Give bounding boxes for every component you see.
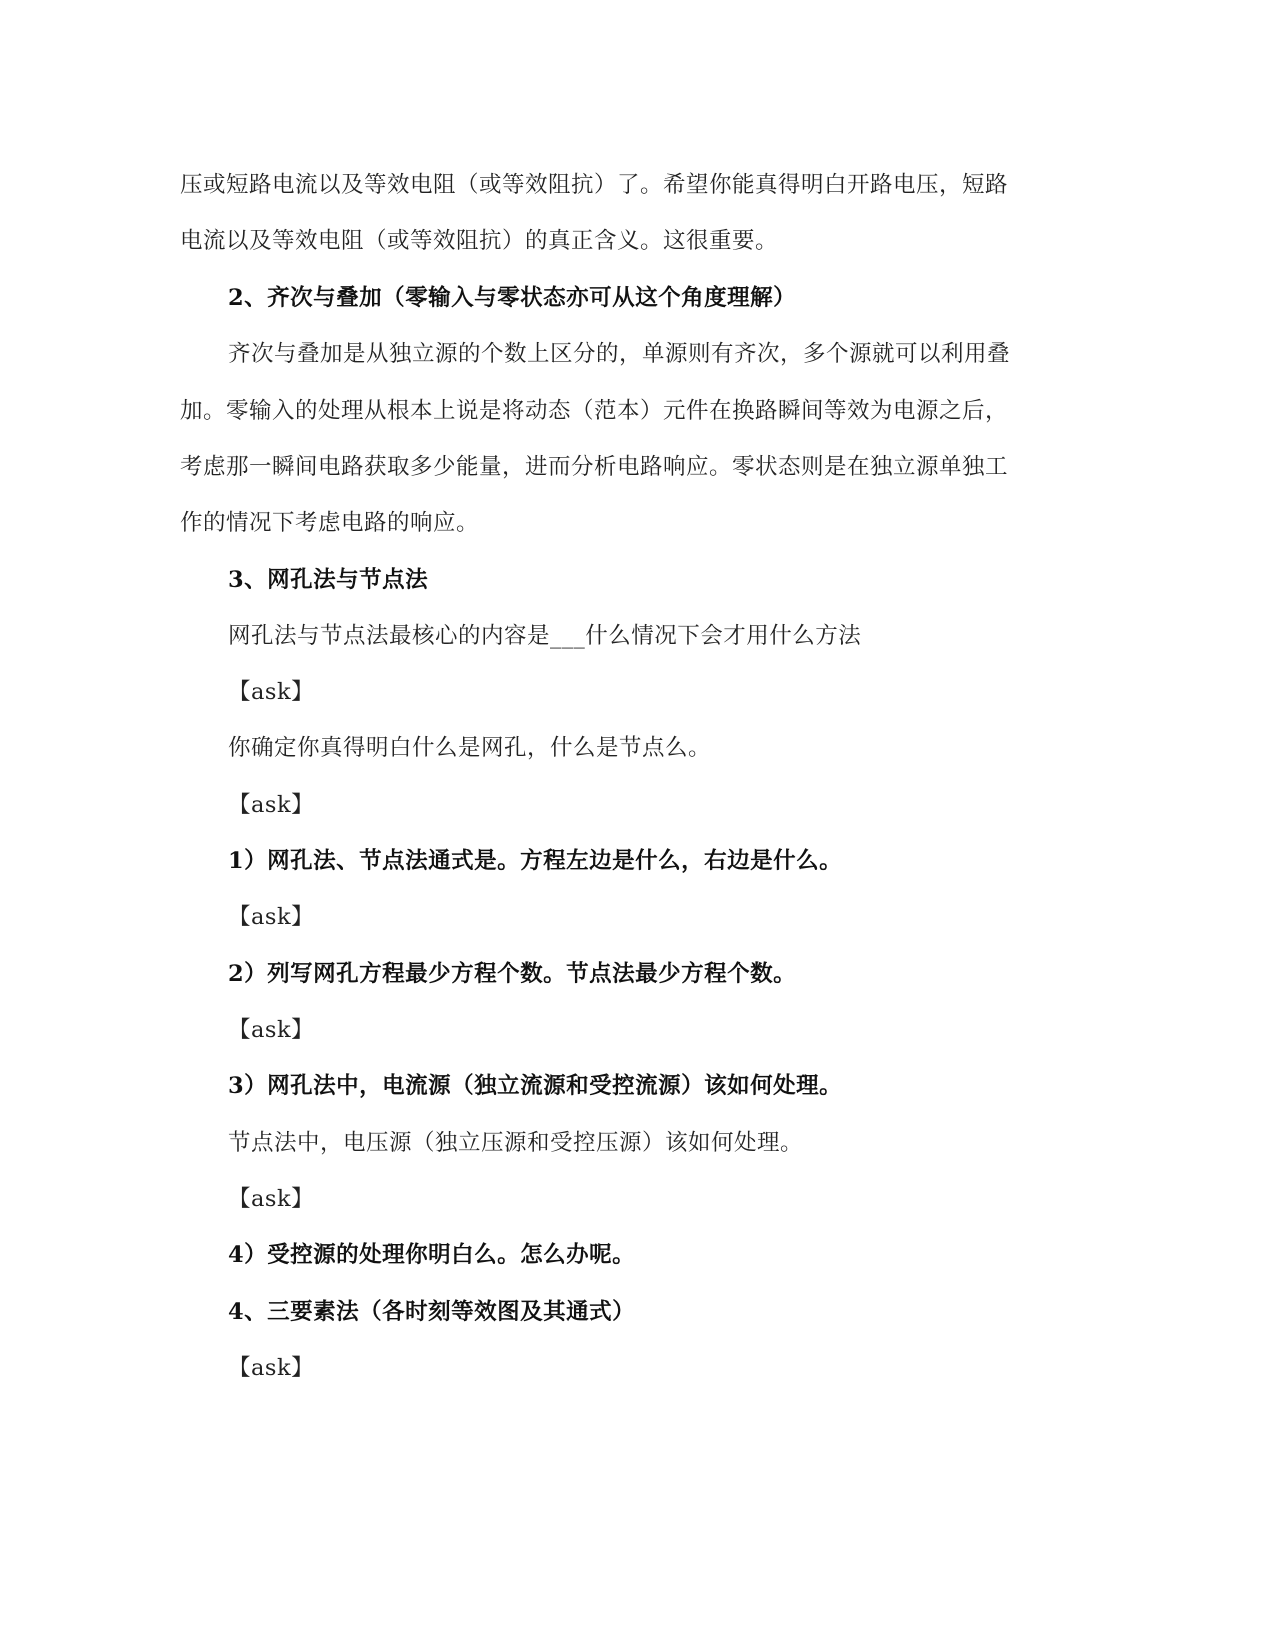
ask-marker: 【ask】 — [228, 904, 315, 930]
question-4: 4）受控源的处理你明白么。怎么办呢。 — [228, 1242, 636, 1268]
question-2: 2）列写网孔方程最少方程个数。节点法最少方程个数。 — [228, 961, 797, 987]
ask-marker: 【ask】 — [228, 679, 315, 705]
section-heading-3: 3、网孔法与节点法 — [228, 567, 429, 593]
paragraph-2-line-1: 齐次与叠加是从独立源的个数上区分的，单源则有齐次，多个源就可以利用叠 — [228, 341, 1011, 367]
paragraph-2-line-2: 加。零输入的处理从根本上说是将动态（范本）元件在换路瞬间等效为电源之后， — [180, 398, 1009, 424]
ask-marker: 【ask】 — [228, 1186, 315, 1212]
ask-marker: 【ask】 — [228, 792, 315, 818]
paragraph-1-line-2: 电流以及等效电阻（或等效阻抗）的真正含义。这很重要。 — [180, 228, 779, 254]
section-heading-2: 2、齐次与叠加（零输入与零状态亦可从这个角度理解） — [228, 285, 797, 311]
ask-marker: 【ask】 — [228, 1017, 315, 1043]
paragraph-4: 你确定你真得明白什么是网孔，什么是节点么。 — [228, 735, 712, 761]
paragraph-3: 网孔法与节点法最核心的内容是___什么情况下会才用什么方法 — [228, 623, 862, 649]
paragraph-2-line-3: 考虑那一瞬间电路获取多少能量，进而分析电路响应。零状态则是在独立源单独工 — [180, 454, 1009, 480]
section-heading-4: 4、三要素法（各时刻等效图及其通式） — [228, 1299, 636, 1325]
paragraph-5: 节点法中，电压源（独立压源和受控压源）该如何处理。 — [228, 1130, 804, 1156]
question-3: 3）网孔法中，电流源（独立流源和受控流源）该如何处理。 — [228, 1073, 843, 1099]
paragraph-1-line-1: 压或短路电流以及等效电阻（或等效阻抗）了。希望你能真得明白开路电压，短路 — [180, 172, 1009, 198]
paragraph-2-line-4: 作的情况下考虑电路的响应。 — [180, 510, 480, 536]
question-1: 1）网孔法、节点法通式是。方程左边是什么，右边是什么。 — [228, 848, 843, 874]
ask-marker: 【ask】 — [228, 1355, 315, 1381]
